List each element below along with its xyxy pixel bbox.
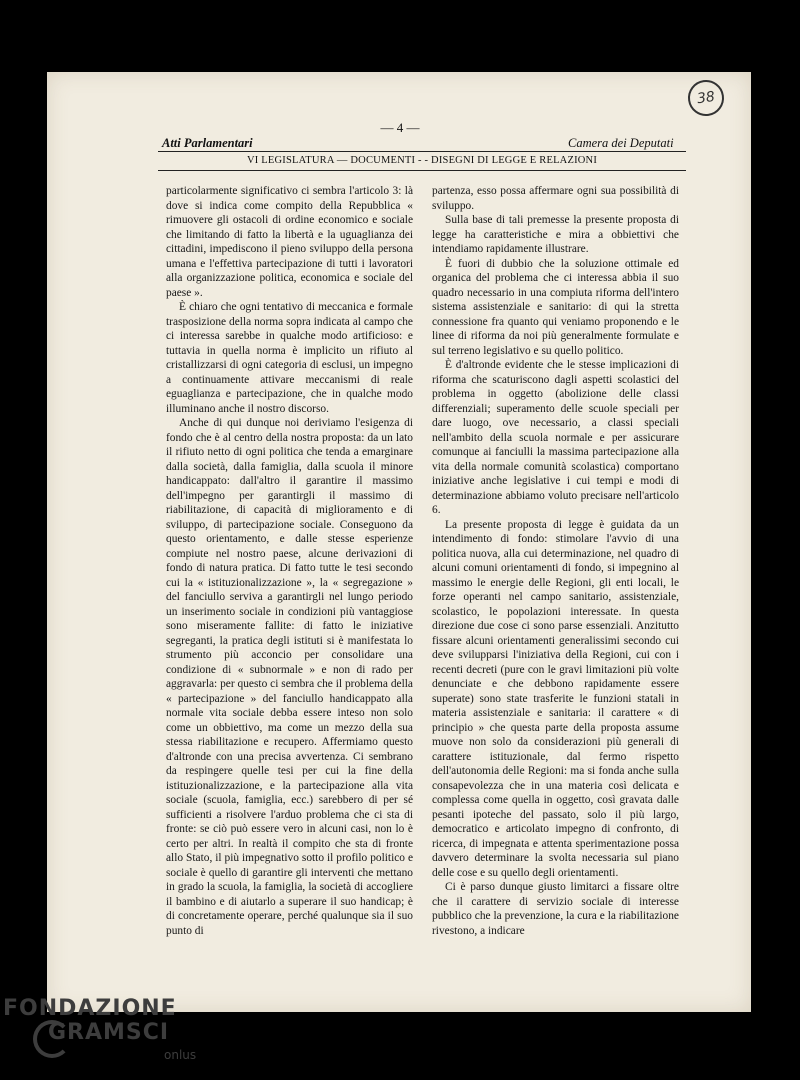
header-rule-bottom: [158, 170, 686, 171]
left-column: [166, 184, 413, 938]
paragraph: Sulla base di tali premesse la presente proposta di legge ha caratteristiche e mira a obbiettivi che intendiamo rapidamente illustrare.: [432, 214, 679, 255]
paragraph: È fuori di dubbio che la soluzione ottimale ed organica del problema che ci interessa abbia il suo quadro necessario in una compiuta riforma dell'intero sistema assistenziale e sanitario: di qui la stretta connessione fra quanto qui veniamo proponendo e le linee di riforma da noi più generalmente formulate e sul terreno legislativo e su quello politico.: [432, 257, 679, 357]
watermark-line1: FONDAZIONE: [3, 996, 177, 1021]
paragraph: È chiaro che ogni tentativo di meccanica e formale trasposizione della norma sopra indicata al campo che ci interessa sarebbe in qualche modo artificioso: e tuttavia in quella norma è implicito un rifiuto al cristallizzarsi di ogni categoria di esclusi, un impegno a continuamente attivare meccanismi di reale eguaglianza e partecipazione, che in qualche modo illuminano anche il nostro discorso.: [166, 301, 413, 415]
header-rule-top: [158, 151, 686, 152]
paragraph: particolarmente significativo ci sembra l'articolo 3: là dove si indica come compito della Repubblica « rimuovere gli ostacoli di ordine economico e sociale che limitando di fatto la libertà e la uguaglianza dei cittadini, impediscono il pieno sviluppo della persona umana e l'effettiva partecipazione di tutti i lavoratori alla organizzazione politica, economica e sociale del paese ».: [166, 185, 413, 299]
paragraph: Anche di qui dunque noi deriviamo l'esigenza di fondo che è al centro della nostra proposta: da un lato il rifiuto netto di ogni politica che tenda a emarginare dalla società, dalla famiglia, dalla scuola il minore handicappato: dall'altro il garantire il massimo dell'impegno per garantirgli il massimo di riabilitazione, di capacità di miglioramento e di sviluppo, di partecipazione sociale. Conseguono da questo orientamento, e dalle stesse esperienze compiute nel nostro paese, alcune derivazioni di fondo di natura pratica. Di fatto tutte le tesi secondo cui la « istituzionalizzazione », la « segregazione » del fanciullo serviva a garantirgli nel lungo periodo un inserimento sociale in condizioni più vantaggiose sono miseramente fallite: di fatto le iniziative segreganti, la pratica degli istituti si è manifestata lo strumento più acconcio per consolidare una condizione di « subnormale » e non di rado per aggravarla: per questo ci sembra che il problema della « partecipazione » del fanciullo handicappato alla normale vita sociale debba essere inteso non solo come un obbiettivo, ma come un mezzo della sua stessa riabilitazione e recupero. Affermiamo questo d'altronde con una precisa avvertenza. Ci sembrano da respingere quelle tesi per cui la fine della istituzionalizzazione, e la partecipazione alla vita sociale (scuola, famiglia, ecc.) sarebbero di per sé sufficienti a risolvere l'arduo problema che ci sta di fronte: se ciò può essere vero in alcuni casi, non lo è certo per altri. In realtà il compito che sta di fronte allo Stato, il più impegnativo sotto il profilo politico e sociale è quello di garantire gli interventi che mettano in grado la scuola, la famiglia, la società di accogliere il bambino e di aiutarlo a superare il suo handicap; è di concretamente operare, perché qualunque sia il suo punto di: [166, 417, 413, 937]
watermark-line3: onlus: [164, 1048, 197, 1062]
paragraph: Ci è parso dunque giusto limitarci a fissare oltre che il carattere di servizio sociale di interesse pubblico che la prevenzione, la cura e la riabilitazione rivestono, a indicare: [432, 881, 679, 937]
watermark-logo: [0, 990, 200, 1070]
right-column: [432, 184, 679, 938]
page-number: — 4 —: [380, 120, 420, 135]
header-left: Atti Parlamentari: [162, 136, 253, 150]
paragraph: La presente proposta di legge è guidata da un intendimento di fondo: stimolare l'avvio di una politica nuova, alla cui determinazione, nel quadro di alcuni comuni orientamenti di fondo, si impegnino al massimo le energie delle Regioni, gli enti locali, le forze operanti nel campo sanitario, assistenziale, scolastico, le popolazioni interessate. In questa direzione due cose ci sono parse essenziali. Anzitutto fissare alcuni orientamenti generalissimi secondo cui deve svilupparsi l'iniziativa della Regioni, cui con i recenti decreti (pure con le gravi limitazioni più volte denunciate e che debbono rapidamente essere superate) sono state trasferite le funzioni statali in materia assistenziale e sanitaria: il carattere « di principio » che questa parte della proposta assume muove non solo da considerazioni più generali di carattere istituzionale, dal fermo rispetto dell'autonomia delle Regioni: ma si fonda anche sulla consapevolezza che in una materia così delicata e complessa come quella in oggetto, così gravata dalle pesanti ipoteche del passato, solo il più largo, democratico e articolato impegno di confronto, di ricerca, di impegnata e attenta sperimentazione possa davvero determinare la svolta necessaria sul piano delle cose e su quello degli orientamenti.: [432, 518, 679, 879]
subheader: VI LEGISLATURA — DOCUMENTI - - DISEGNI DI LEGGE E RELAZIONI: [246, 155, 598, 166]
archive-stamp: 38: [686, 78, 727, 119]
paragraph: È d'altronde evidente che le stesse implicazioni di riforma che scaturiscono dagli aspetti scolastici del problema in oggetto (abolizione delle classi differenziali; superamento delle scuole speciali per dare luogo, ove necessario, a classi speciali nell'ambito della scuola normale e per assicurare comunque ai fanciulli la massima partecipazione alla vita della normale comunità scolastica) comportano iniziative anche legislative i cui tempi e modi di determinazione abbiamo voluto precisare nell'articolo 6.: [432, 359, 679, 516]
watermark-line2: GRAMSCI: [48, 1020, 170, 1045]
header-right: Camera dei Deputati: [568, 136, 674, 150]
paragraph: partenza, esso possa affermare ogni sua possibilità di sviluppo.: [432, 185, 679, 212]
